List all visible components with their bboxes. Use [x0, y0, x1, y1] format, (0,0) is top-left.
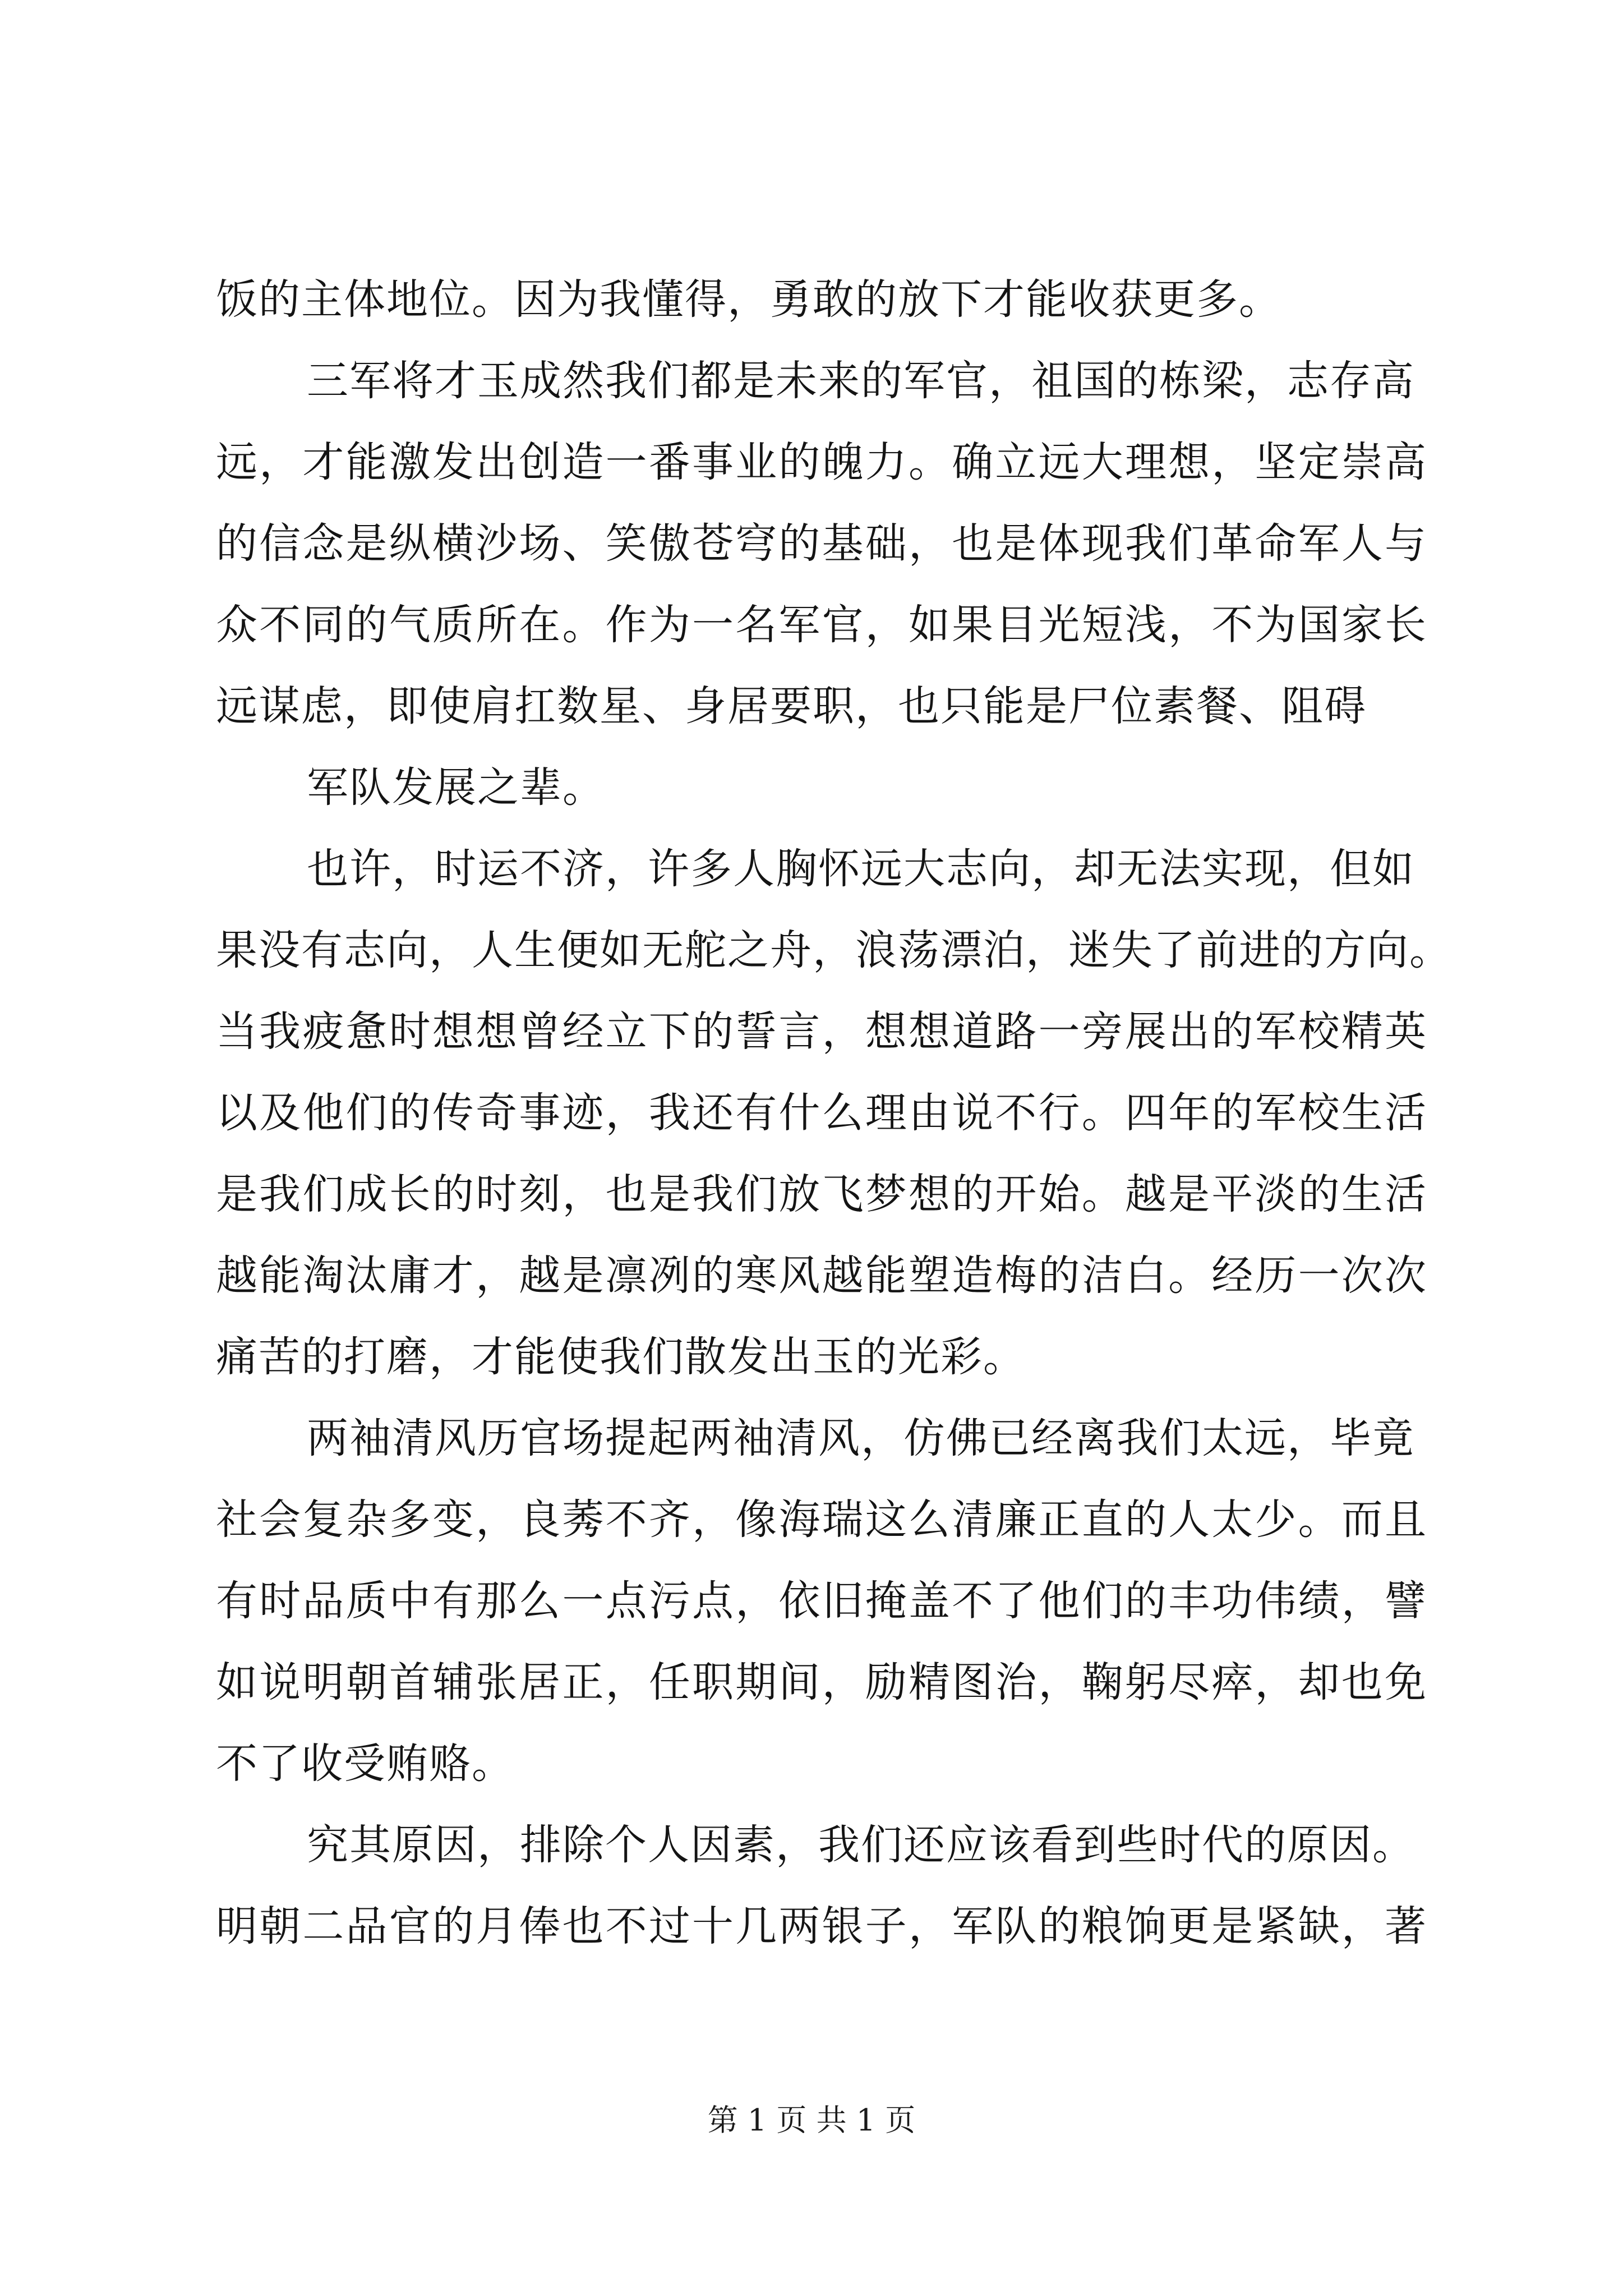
page-footer — [0, 2101, 1623, 2140]
text-line: 远谋虑，即使肩扛数星、身居要职，也只能是尸位素餐、阻碍 — [216, 682, 1367, 730]
text-line: 以及他们的传奇事迹，我还有什么理由说不行。四年的军校生活 — [216, 1089, 1427, 1137]
text-line: 是我们成长的时刻，也是我们放飞梦想的开始。越是平淡的生活 — [216, 1170, 1427, 1218]
text-line: 越能淘汰庸才，越是凛冽的寒风越能塑造梅的洁白。经历一次次 — [216, 1251, 1427, 1300]
text-line: 的信念是纵横沙场、笑傲苍穹的基础，也是体现我们革命军人与 — [216, 519, 1427, 568]
text-line: 明朝二品官的月俸也不过十几两银子，军队的粮饷更是紧缺，著 — [216, 1902, 1427, 1950]
text-line: 如说明朝首辅张居正，任职期间，励精图治，鞠躬尽瘁，却也免 — [216, 1658, 1427, 1706]
text-line: 众不同的气质所在。作为一名军官，如果目光短浅，不为国家长 — [216, 601, 1427, 649]
paragraph-start-line: 两袖清风历官场提起两袖清风，仿佛已经离我们太远，毕竟 — [307, 1414, 1415, 1462]
text-line: 痛苦的打磨，才能使我们散发出玉的光彩。 — [216, 1333, 1026, 1381]
paragraph-start-line: 军队发展之辈。 — [307, 763, 605, 812]
body-text — [216, 259, 1452, 1967]
text-line: 社会复杂多变，良莠不齐，像海瑞这么清廉正直的人太少。而且 — [216, 1496, 1427, 1544]
text-line: 不了收受贿赂。 — [216, 1740, 514, 1788]
page-number-label: 第 1 页 共 1 页 — [707, 2102, 916, 2138]
paragraph-start-line: 也许，时运不济，许多人胸怀远大志向，却无法实现，但如 — [307, 845, 1415, 893]
text-line: 饭的主体地位。因为我懂得，勇敢的放下才能收获更多。 — [216, 275, 1281, 324]
paragraph-start-line: 三军将才玉成然我们都是未来的军官，祖国的栋梁，志存高 — [307, 357, 1415, 405]
paragraph-start-line: 究其原因，排除个人因素，我们还应该看到些时代的原因。 — [307, 1821, 1415, 1869]
text-line: 远，才能激发出创造一番事业的魄力。确立远大理想，坚定崇高 — [216, 438, 1427, 486]
text-line: 果没有志向，人生便如无舵之舟，浪荡漂泊，迷失了前进的方向。 — [216, 926, 1452, 974]
text-line: 当我疲惫时想想曾经立下的誓言，想想道路一旁展出的军校精英 — [216, 1007, 1427, 1056]
text-line: 有时品质中有那么一点污点，依旧掩盖不了他们的丰功伟绩，譬 — [216, 1577, 1427, 1625]
